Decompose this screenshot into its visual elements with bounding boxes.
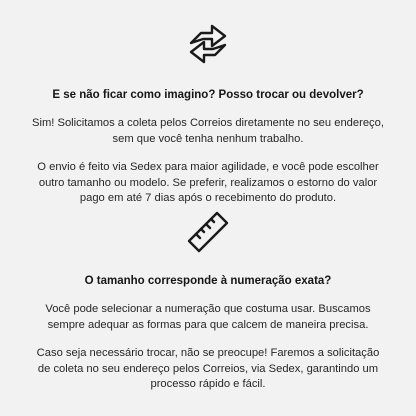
answer-line: pago em até 7 dias após o recebimento do produto. [79, 192, 337, 204]
faq-answer-paragraph [0, 346, 416, 393]
answer-line: sem que você tenha nenhum trabalho. [112, 132, 304, 145]
answer-line: outro tamanho ou modelo. Se preferir, realizamos o estorno do valor [38, 176, 378, 189]
faq-answer-paragraph [0, 302, 416, 333]
answer-line: O envio é feito via Sedex para maior agilidade, e você pode escolher [37, 161, 379, 173]
faq-section-size [0, 206, 416, 393]
faq-answer-paragraph [0, 160, 416, 207]
answer-line: processo rápido e fácil. [150, 378, 266, 390]
ruler-icon [185, 207, 231, 253]
answer-line: Caso seja necessário trocar, não se preocupe! Faremos a solicitação [36, 347, 380, 359]
answer-line: de coleta no seu endereço pelos Correios, via Sedex, garantindo um [37, 362, 379, 375]
faq-section-exchange [0, 20, 416, 207]
answer-line: Sim! Solicitamos a coleta pelos Correios diretamente no seu endereço, [32, 117, 384, 129]
faq-question-size: O tamanho corresponde à numeração exata? [84, 275, 332, 287]
ruler-icon-container [0, 206, 416, 254]
answer-line: Você pode selecionar a numeração que costuma usar. Buscamos [45, 303, 371, 315]
exchange-arrows-icon [185, 21, 231, 67]
answer-line: sempre adequar as formas para que calcem de maneira precisa. [47, 318, 369, 331]
faq-answer-paragraph [0, 116, 416, 147]
exchange-icon-container [0, 20, 416, 68]
faq-question-exchange: E se não ficar como imagino? Posso trocar ou devolver? [52, 89, 364, 101]
